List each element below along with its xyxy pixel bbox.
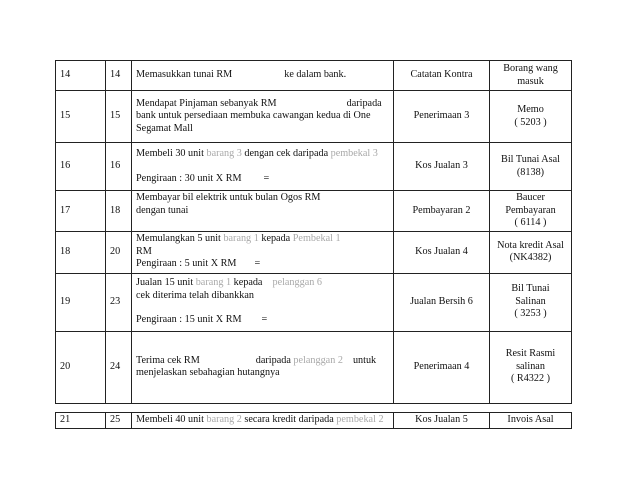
transaction-number: 20 — [106, 231, 132, 273]
source-document: Bil Tunai Asal (8138) — [490, 143, 572, 191]
table-row — [56, 91, 572, 143]
transaction-description: Mendapat Pinjaman sebanyak RM daripada bank untuk persediaan membuka cawangan kedua di One Segamat Mall — [132, 91, 394, 143]
transaction-description: Jualan 15 unit barang 1 kepada pelanggan 6 cek diterima telah dibankkan Pengiraan : 15 unit X RM = — [132, 273, 394, 331]
account-name: Catatan Kontra — [394, 61, 490, 91]
transaction-number: 23 — [106, 273, 132, 331]
table-row — [56, 331, 572, 403]
row-number: 21 — [56, 413, 106, 429]
table-row — [56, 231, 572, 273]
account-name: Jualan Bersih 6 — [394, 273, 490, 331]
row-number: 15 — [56, 91, 106, 143]
transaction-description: Terima cek RM daripada pelanggan 2 untuk menjelaskan sebahagian hutangnya — [132, 331, 394, 403]
source-document: Borang wang masuk — [490, 61, 572, 91]
transaction-description: Membeli 40 unit barang 2 secara kredit daripada pembekal 2 — [132, 413, 394, 429]
row-number: 16 — [56, 143, 106, 191]
account-name: Pembayaran 2 — [394, 191, 490, 232]
row-number: 18 — [56, 231, 106, 273]
account-name: Kos Jualan 4 — [394, 231, 490, 273]
source-document: Invois Asal — [490, 413, 572, 429]
transaction-table-continued — [55, 412, 572, 429]
transaction-table — [55, 60, 572, 404]
transaction-number: 18 — [106, 191, 132, 232]
transaction-description: Memulangkan 5 unit barang 1 kepada Pembekal 1 RM Pengiraan : 5 unit X RM = — [132, 231, 394, 273]
source-document: Memo ( 5203 ) — [490, 91, 572, 143]
table-row — [56, 273, 572, 331]
account-name: Kos Jualan 3 — [394, 143, 490, 191]
row-number: 14 — [56, 61, 106, 91]
table-row — [56, 61, 572, 91]
account-name: Penerimaan 3 — [394, 91, 490, 143]
source-document: Baucer Pembayaran ( 6114 ) — [490, 191, 572, 232]
transaction-number: 16 — [106, 143, 132, 191]
table-row — [56, 413, 572, 429]
transaction-description: Membayar bil elektrik untuk bulan Ogos RM dengan tunai — [132, 191, 394, 232]
source-document: Nota kredit Asal (NK4382) — [490, 231, 572, 273]
account-name: Kos Jualan 5 — [394, 413, 490, 429]
transaction-number: 24 — [106, 331, 132, 403]
row-number: 19 — [56, 273, 106, 331]
row-number: 20 — [56, 331, 106, 403]
source-document: Resit Rasmi salinan ( R4322 ) — [490, 331, 572, 403]
transaction-number: 25 — [106, 413, 132, 429]
account-name: Penerimaan 4 — [394, 331, 490, 403]
transaction-description: Membeli 30 unit barang 3 dengan cek daripada pembekal 3 Pengiraan : 30 unit X RM = — [132, 143, 394, 191]
source-document: Bil Tunai Salinan ( 3253 ) — [490, 273, 572, 331]
transaction-description: Memasukkan tunai RM ke dalam bank. — [132, 61, 394, 91]
transaction-number: 14 — [106, 61, 132, 91]
table-row — [56, 143, 572, 191]
table-row — [56, 191, 572, 232]
row-number: 17 — [56, 191, 106, 232]
transaction-number: 15 — [106, 91, 132, 143]
